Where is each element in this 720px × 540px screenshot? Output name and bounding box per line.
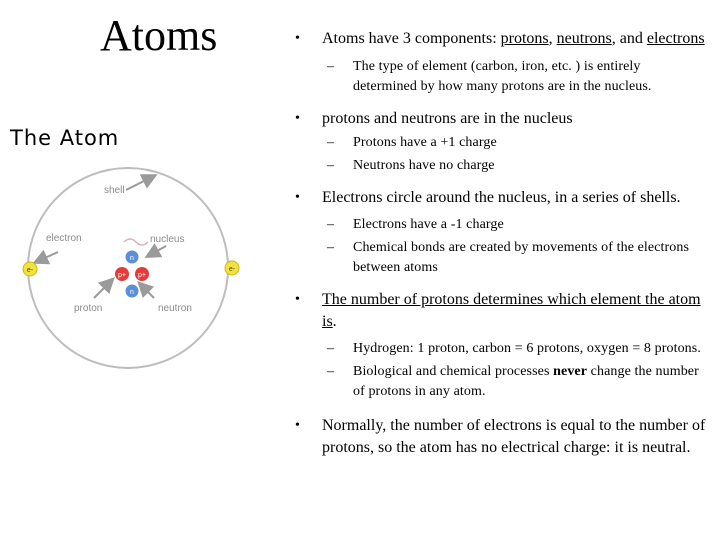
sub-bullet-3-1: – Electrons have a -1 charge [327,217,504,232]
figure-title: The Atom [10,126,120,150]
label-electron: electron [46,233,82,244]
atom-diagram [8,160,248,370]
term-electrons: electrons [646,30,705,47]
sub-bullet-4-2: – Biological and chemical processes never change the number of protons in any atom. [327,364,699,399]
electron-left [23,262,37,276]
svg-text:e-: e- [228,266,236,273]
nucleus-orbit-mark [124,239,148,245]
term-protons: protons [500,30,549,47]
bullet-list [287,28,707,459]
sub-bullet-1-1: – The type of element (carbon, iron, etc. ) is entirely determined by how many protons are in the nucleus. [327,59,652,94]
proton-arrow [94,280,112,298]
electron-arrow [36,252,58,262]
bullet-5: • Normally, the number of electrons is equal to the number of protons, so the atom has no electrical charge: it is neutral. [295,417,706,456]
label-nucleus: nucleus [150,234,185,245]
bullet-2: • protons and neutrons are in the nucleus [295,110,573,127]
label-neutron: neutron [158,303,192,314]
outer-shell [28,168,228,368]
svg-text:e-: e- [26,267,34,274]
svg-text:p+: p+ [138,272,146,279]
slide-title: Atoms [100,11,218,60]
sub-bullet-2-1: – Protons have a +1 charge [327,135,497,150]
electron-right [225,261,239,275]
bullet-4: • The number of protons determines which element the atom is. [295,291,701,330]
nucleus-arrow [148,246,166,256]
shell-arrow [126,176,154,190]
bullet-3: • Electrons circle around the nucleus, in a series of shells. [295,189,681,206]
svg-text:n: n [130,289,134,296]
sub-bullet-3-2: – Chemical bonds are created by movements of the electrons between atoms [327,240,690,275]
bullet-1: • Atoms have 3 components: protons, neutrons, and electrons [287,28,707,50]
neutron-arrow [140,284,154,298]
label-proton: proton [74,303,103,314]
sub-bullet-2-2: – Neutrons have no charge [327,158,495,173]
term-neutrons: neutrons [556,30,612,47]
bullet-dot: • [295,31,300,46]
sub-bullet-4-1: – Hydrogen: 1 proton, carbon = 6 protons, oxygen = 8 protons. [327,341,701,356]
svg-text:p+: p+ [118,272,126,279]
label-shell: shell [104,185,125,196]
svg-text:n: n [130,255,134,262]
nucleus [115,251,149,298]
